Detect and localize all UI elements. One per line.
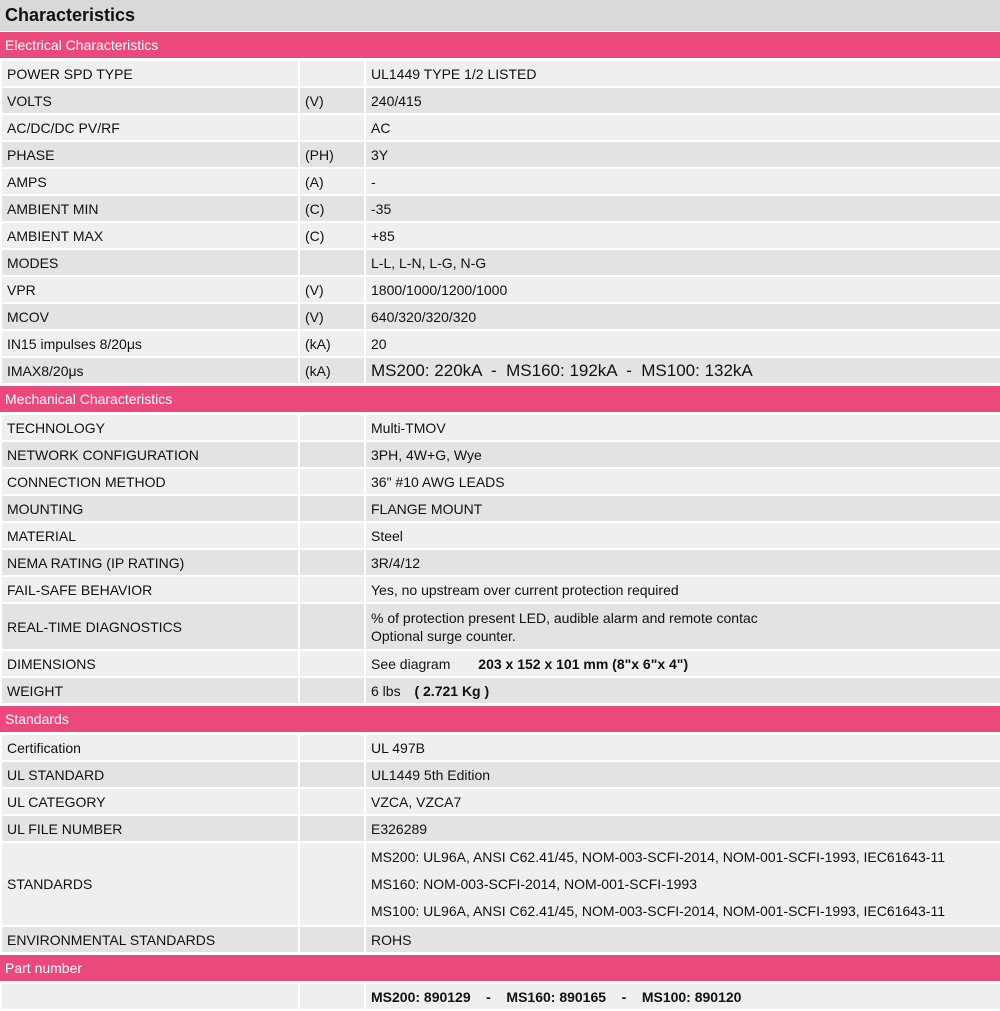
row-value: Steel bbox=[365, 522, 1000, 549]
table-row bbox=[1, 195, 1000, 222]
row-unit bbox=[299, 650, 365, 677]
row-unit: (V) bbox=[299, 303, 365, 330]
row-label: AMBIENT MIN bbox=[1, 195, 299, 222]
row-label: UL FILE NUMBER bbox=[1, 815, 299, 842]
row-unit bbox=[299, 60, 365, 87]
row-value: 240/415 bbox=[365, 87, 1000, 114]
table-row bbox=[1, 603, 1000, 650]
row-label: REAL-TIME DIAGNOSTICS bbox=[1, 603, 299, 650]
row-unit bbox=[299, 549, 365, 576]
row-value: AC bbox=[365, 114, 1000, 141]
part-empty-unit bbox=[299, 983, 365, 1010]
row-label: ENVIRONMENTAL STANDARDS bbox=[1, 926, 299, 953]
standards-table bbox=[0, 733, 1000, 954]
standards-line-ms160: MS160: NOM-003-SCFI-2014, NOM-001-SCFI-1993 bbox=[371, 875, 697, 892]
row-value: Yes, no upstream over current protection required bbox=[365, 576, 1000, 603]
table-row bbox=[1, 761, 1000, 788]
row-value: 3Y bbox=[365, 141, 1000, 168]
table-row bbox=[1, 677, 1000, 704]
row-label: PHASE bbox=[1, 141, 299, 168]
row-label: FAIL-SAFE BEHAVIOR bbox=[1, 576, 299, 603]
row-unit bbox=[299, 576, 365, 603]
row-value: 36" #10 AWG LEADS bbox=[365, 468, 1000, 495]
row-value: UL1449 TYPE 1/2 LISTED bbox=[365, 60, 1000, 87]
row-label: Certification bbox=[1, 734, 299, 761]
part-number-table bbox=[0, 982, 1000, 1011]
row-unit: (V) bbox=[299, 87, 365, 114]
row-value: Multi-TMOV bbox=[365, 414, 1000, 441]
row-value: E326289 bbox=[365, 815, 1000, 842]
table-row bbox=[1, 522, 1000, 549]
row-unit bbox=[299, 495, 365, 522]
table-row bbox=[1, 303, 1000, 330]
row-value bbox=[365, 603, 1000, 650]
row-label: AMPS bbox=[1, 168, 299, 195]
row-label: UL STANDARD bbox=[1, 761, 299, 788]
table-row bbox=[1, 468, 1000, 495]
row-label: DIMENSIONS bbox=[1, 650, 299, 677]
row-value bbox=[365, 842, 1000, 926]
table-row bbox=[1, 983, 1000, 1010]
table-row bbox=[1, 168, 1000, 195]
row-value: 1800/1000/1200/1000 bbox=[365, 276, 1000, 303]
row-label: NEMA RATING (IP RATING) bbox=[1, 549, 299, 576]
electrical-table bbox=[0, 59, 1000, 385]
row-value: ROHS bbox=[365, 926, 1000, 953]
table-row bbox=[1, 60, 1000, 87]
row-unit bbox=[299, 926, 365, 953]
row-unit bbox=[299, 468, 365, 495]
standards-line-ms100: MS100: UL96A, ANSI C62.41/45, NOM-003-SCFI-2014, NOM-001-SCFI-1993, IEC61643-11 bbox=[371, 902, 946, 919]
table-row bbox=[1, 441, 1000, 468]
row-unit bbox=[299, 842, 365, 926]
row-value: FLANGE MOUNT bbox=[365, 495, 1000, 522]
row-unit bbox=[299, 734, 365, 761]
row-unit: (V) bbox=[299, 276, 365, 303]
row-value: -35 bbox=[365, 195, 1000, 222]
part-empty-label bbox=[1, 983, 299, 1010]
table-row bbox=[1, 788, 1000, 815]
table-row bbox=[1, 357, 1000, 384]
table-row bbox=[1, 141, 1000, 168]
table-row bbox=[1, 495, 1000, 522]
table-row bbox=[1, 815, 1000, 842]
section-part-number: Part number bbox=[0, 955, 1000, 981]
row-unit: (C) bbox=[299, 195, 365, 222]
section-standards: Standards bbox=[0, 706, 1000, 732]
row-label: VOLTS bbox=[1, 87, 299, 114]
table-row bbox=[1, 549, 1000, 576]
diagnostics-line-1: % of protection present LED, audible alarm and remote contac bbox=[371, 609, 758, 626]
row-label: NETWORK CONFIGURATION bbox=[1, 441, 299, 468]
row-label: TECHNOLOGY bbox=[1, 414, 299, 441]
diagnostics-line-2: Optional surge counter. bbox=[371, 627, 516, 644]
row-label: AC/DC/DC PV/RF bbox=[1, 114, 299, 141]
row-label: MATERIAL bbox=[1, 522, 299, 549]
dimensions-value: 203 x 152 x 101 mm (8"x 6"x 4") bbox=[478, 655, 689, 672]
table-row bbox=[1, 330, 1000, 357]
row-value: 3PH, 4W+G, Wye bbox=[365, 441, 1000, 468]
table-row bbox=[1, 249, 1000, 276]
row-label: AMBIENT MAX bbox=[1, 222, 299, 249]
table-row bbox=[1, 576, 1000, 603]
row-unit bbox=[299, 677, 365, 704]
row-label: IN15 impulses 8/20μs bbox=[1, 330, 299, 357]
row-value bbox=[365, 677, 1000, 704]
row-unit bbox=[299, 788, 365, 815]
row-unit bbox=[299, 815, 365, 842]
standards-line-ms200: MS200: UL96A, ANSI C62.41/45, NOM-003-SCFI-2014, NOM-001-SCFI-1993, IEC61643-11 bbox=[371, 848, 946, 865]
row-unit bbox=[299, 761, 365, 788]
row-unit: (PH) bbox=[299, 141, 365, 168]
table-row bbox=[1, 276, 1000, 303]
row-label: MOUNTING bbox=[1, 495, 299, 522]
table-row bbox=[1, 87, 1000, 114]
row-unit bbox=[299, 522, 365, 549]
row-value: 20 bbox=[365, 330, 1000, 357]
table-row bbox=[1, 114, 1000, 141]
row-label: IMAX8/20μs bbox=[1, 357, 299, 384]
row-value: +85 bbox=[365, 222, 1000, 249]
row-value: 3R/4/12 bbox=[365, 549, 1000, 576]
row-label: MCOV bbox=[1, 303, 299, 330]
table-row bbox=[1, 650, 1000, 677]
section-mechanical: Mechanical Characteristics bbox=[0, 386, 1000, 412]
part-number-value: MS200: 890129 - MS160: 890165 - MS100: 890120 bbox=[365, 983, 1000, 1010]
imax-value: MS200: 220kA - MS160: 192kA - MS100: 132kA bbox=[365, 357, 1000, 384]
row-unit bbox=[299, 114, 365, 141]
row-value: L-L, L-N, L-G, N-G bbox=[365, 249, 1000, 276]
row-unit: (kA) bbox=[299, 357, 365, 384]
row-label: POWER SPD TYPE bbox=[1, 60, 299, 87]
row-label: MODES bbox=[1, 249, 299, 276]
row-value: UL 497B bbox=[365, 734, 1000, 761]
weight-kg: ( 2.721 Kg ) bbox=[414, 682, 490, 699]
row-unit bbox=[299, 441, 365, 468]
row-label: CONNECTION METHOD bbox=[1, 468, 299, 495]
row-value bbox=[365, 650, 1000, 677]
row-unit: (C) bbox=[299, 222, 365, 249]
row-value: 640/320/320/320 bbox=[365, 303, 1000, 330]
page-title: Characteristics bbox=[0, 0, 1000, 31]
row-label: VPR bbox=[1, 276, 299, 303]
section-electrical: Electrical Characteristics bbox=[0, 32, 1000, 58]
row-label: UL CATEGORY bbox=[1, 788, 299, 815]
dimensions-note: See diagram bbox=[371, 655, 451, 672]
row-unit bbox=[299, 414, 365, 441]
row-value: UL1449 5th Edition bbox=[365, 761, 1000, 788]
row-label: STANDARDS bbox=[1, 842, 299, 926]
table-row bbox=[1, 842, 1000, 926]
weight-lbs: 6 lbs bbox=[371, 682, 401, 699]
row-unit: (A) bbox=[299, 168, 365, 195]
row-unit: (kA) bbox=[299, 330, 365, 357]
row-value: - bbox=[365, 168, 1000, 195]
row-label: WEIGHT bbox=[1, 677, 299, 704]
table-row bbox=[1, 222, 1000, 249]
mechanical-table bbox=[0, 413, 1000, 705]
table-row bbox=[1, 926, 1000, 953]
row-unit bbox=[299, 249, 365, 276]
table-row bbox=[1, 734, 1000, 761]
row-value: VZCA, VZCA7 bbox=[365, 788, 1000, 815]
row-unit bbox=[299, 603, 365, 650]
table-row bbox=[1, 414, 1000, 441]
